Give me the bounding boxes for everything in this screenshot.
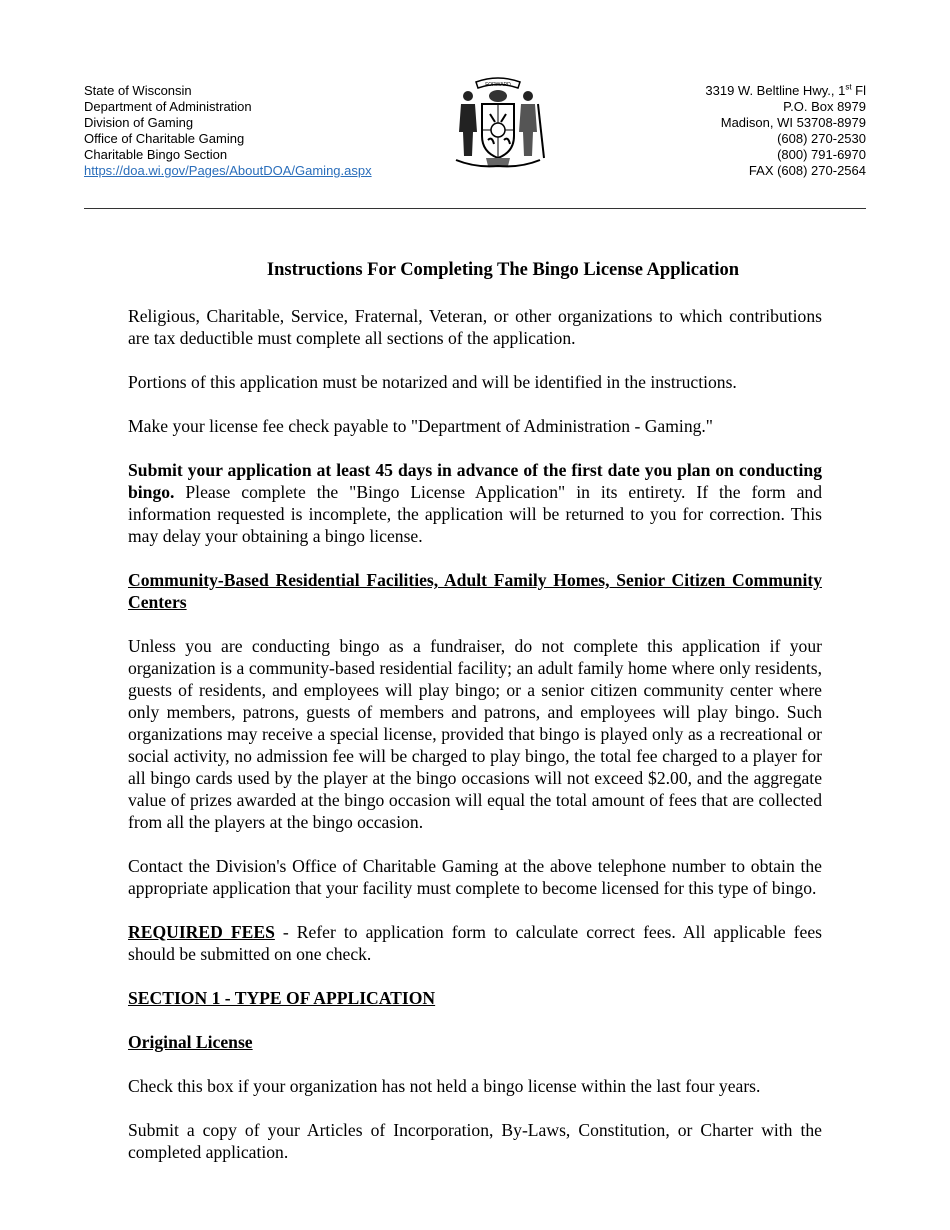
paragraph: Submit a copy of your Articles of Incorporation, By-Laws, Constitution, or Charter with the completed application.	[128, 1120, 822, 1162]
agency-line: Department of Administration	[84, 99, 252, 114]
header-divider	[84, 208, 866, 209]
phone-number: (608) 270-2530	[777, 131, 866, 146]
agency-info	[84, 83, 372, 179]
paragraph: Check this box if your organization has not held a bingo license within the last four years.	[128, 1076, 761, 1096]
agency-line: Division of Gaming	[84, 115, 194, 130]
wisconsin-seal-logo	[446, 74, 550, 170]
paragraph: Unless you are conducting bingo as a fundraiser, do not complete this application if your organization is a community-based residential facility; an adult family home where only residents, guests of residents, and employees will play bingo; or a senior citizen community center where only members, patrons, guests of members and patrons, and employees will play bingo. Such organizations may receive a special license, provided that bingo is played only as a recreational or social activity, no admission fee will be charged to play bingo, the total fee charged to a player for all bingo cards used by the player at the bingo occasions will not exceed $2.00, and the aggregate value of prizes awarded at the bingo occasion will equal the total amount of fees that are collected from all the players at the bingo occasion.	[128, 636, 822, 832]
gaming-website-link[interactable]: https://doa.wi.gov/Pages/AboutDOA/Gaming.aspx	[84, 163, 372, 178]
fax-number: FAX (608) 270-2564	[748, 163, 866, 178]
address-line: Madison, WI 53708-8979	[720, 115, 866, 130]
section-heading-cbrf: Community-Based Residential Facilities, Adult Family Homes, Senior Citizen Community Centers	[128, 570, 822, 612]
page-title: Instructions For Completing The Bingo License Application	[266, 260, 740, 280]
original-license-heading: Original License	[128, 1032, 253, 1052]
phone-number: (800) 791-6970	[777, 147, 866, 162]
paragraph: Submit your application at least 45 days in advance of the first date you plan on conducting bingo. Please complete the "Bingo License Application" in its entirety. If the form and information requested is incomplete, the application will be returned to you for correction. This may delay your obtaining a bingo license.	[128, 460, 822, 546]
deadline-notice: Submit your application at least 45 days in advance of the first date you plan on conducting bingo.	[128, 460, 822, 502]
paragraph: REQUIRED FEES - Refer to application form to calculate correct fees. All applicable fees should be submitted on one check.	[128, 922, 822, 964]
section-1-heading: SECTION 1 - TYPE OF APPLICATION	[128, 988, 436, 1008]
contact-info	[705, 83, 866, 179]
address-line: P.O. Box 8979	[783, 99, 866, 114]
required-fees-label: REQUIRED FEES	[128, 922, 275, 942]
paragraph: Religious, Charitable, Service, Fraternal, Veteran, or other organizations to which contributions are tax deductible must complete all sections of the application.	[128, 306, 822, 348]
instructions-body	[128, 305, 822, 1185]
address-line: 3319 W. Beltline Hwy., 1st Fl	[705, 82, 866, 98]
svg-text:FORWARD: FORWARD	[485, 82, 511, 88]
agency-line: State of Wisconsin	[84, 83, 192, 98]
paragraph: Contact the Division's Office of Charitable Gaming at the above telephone number to obtain the appropriate application that your facility must complete to become licensed for this type of bingo.	[128, 856, 822, 898]
paragraph: Make your license fee check payable to "Department of Administration - Gaming."	[128, 416, 713, 436]
agency-line: Charitable Bingo Section	[84, 147, 228, 162]
paragraph: Portions of this application must be notarized and will be identified in the instructions.	[128, 372, 737, 392]
agency-line: Office of Charitable Gaming	[84, 131, 245, 146]
